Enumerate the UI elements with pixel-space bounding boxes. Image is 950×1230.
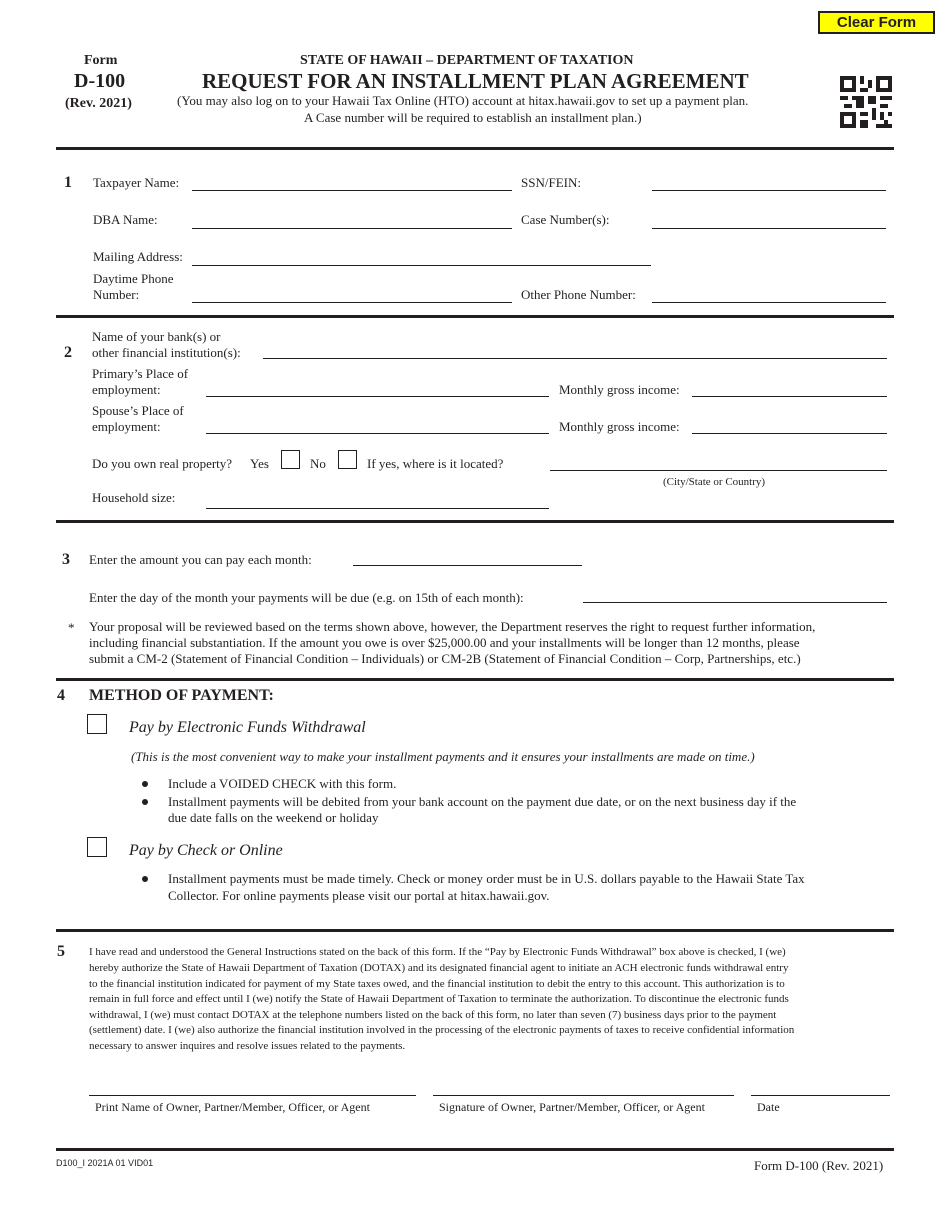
other-phone-field[interactable]	[652, 302, 886, 303]
ssn-fein-field[interactable]	[652, 190, 886, 191]
divider-footer	[56, 1148, 894, 1151]
monthly-amount-field[interactable]	[353, 565, 582, 566]
authorization-line-4: remain in full force and effect until I (we) notify the State of Hawaii Department of Taxation to terminate the authorization. To discontinue the electronic funds	[89, 993, 789, 1005]
other-phone-label: Other Phone Number:	[521, 287, 636, 302]
review-note-line-2: including financial substantiation. If the amount you owe is over $25,000.00 and your installments will be longer than 12 months, please	[89, 635, 800, 650]
authorization-line-7: necessary to answer inquires and resolve issues related to the payments.	[89, 1040, 406, 1052]
authorization-line-3: to the financial institution indicated for payment of my State taxes owed, and the financial institution to debit the entry to this account. This authorization is to	[89, 978, 785, 990]
real-property-yes-checkbox[interactable]	[281, 450, 300, 469]
review-note-line-3: submit a CM-2 (Statement of Financial Condition – Individuals) or CM-2B (Statement of Financial Condition – Corp, Partnerships, etc.)	[89, 651, 801, 666]
primary-income-label: Monthly gross income:	[559, 382, 680, 397]
divider-section-3	[56, 520, 894, 523]
section-3-number: 3	[62, 551, 70, 568]
review-note-line-1: Your proposal will be reviewed based on the terms shown above, however, the Department reserves the right to request further information,	[89, 619, 816, 634]
subtitle-line-2: A Case number will be required to establish an installment plan.)	[304, 110, 642, 125]
section-1-number: 1	[64, 174, 72, 191]
form-revision: (Rev. 2021)	[65, 96, 132, 111]
daytime-phone-label-2: Number:	[93, 287, 140, 302]
property-location-field[interactable]	[550, 470, 887, 471]
divider-top	[56, 147, 894, 150]
ssn-fein-label: SSN/FEIN:	[521, 175, 581, 190]
print-name-label: Print Name of Owner, Partner/Member, Officer, or Agent	[95, 1100, 370, 1114]
real-property-no-checkbox[interactable]	[338, 450, 357, 469]
date-field[interactable]	[751, 1095, 890, 1096]
footer-code: D100_I 2021A 01 VID01	[56, 1158, 154, 1168]
primary-employment-label-1: Primary’s Place of	[92, 366, 189, 381]
form-word: Form	[84, 53, 118, 68]
eft-bullet-2-marker	[142, 799, 148, 805]
dba-name-field[interactable]	[192, 228, 512, 229]
check-bullet-line-2: Collector. For online payments please visit our portal at hitax.hawaii.gov.	[168, 888, 550, 903]
household-size-label: Household size:	[92, 490, 176, 505]
taxpayer-name-label: Taxpayer Name:	[93, 175, 180, 190]
primary-employment-field[interactable]	[206, 396, 549, 397]
due-day-field[interactable]	[583, 602, 887, 603]
bank-field[interactable]	[263, 358, 887, 359]
eft-option-title: Pay by Electronic Funds Withdrawal	[129, 719, 366, 736]
primary-employment-label-2: employment:	[92, 382, 161, 397]
eft-bullet-1-marker	[142, 781, 148, 787]
spouse-income-label: Monthly gross income:	[559, 419, 680, 434]
monthly-amount-label: Enter the amount you can pay each month:	[89, 552, 312, 567]
spouse-employment-label-1: Spouse’s Place of	[92, 403, 184, 418]
print-name-field[interactable]	[89, 1095, 416, 1096]
note-asterisk: *	[68, 620, 75, 635]
authorization-line-5: withdrawal, I (we) must contact DOTAX at the telephone numbers listed on the back of this form, no later than seven (7) business days prior to the payment	[89, 1009, 777, 1021]
department-name: STATE OF HAWAII – DEPARTMENT OF TAXATION	[300, 53, 634, 68]
eft-bullet-2-line-2: due date falls on the weekend or holiday	[168, 810, 379, 825]
check-online-checkbox[interactable]	[87, 837, 107, 857]
check-online-option-title: Pay by Check or Online	[129, 842, 283, 859]
signature-label: Signature of Owner, Partner/Member, Officer, or Agent	[439, 1100, 705, 1114]
primary-income-field[interactable]	[692, 396, 887, 397]
real-property-label: Do you own real property?	[92, 456, 233, 471]
eft-bullet-1: Include a VOIDED CHECK with this form.	[168, 776, 397, 791]
real-property-no-label: No	[310, 456, 326, 471]
real-property-yes-label: Yes	[250, 456, 269, 471]
signature-field[interactable]	[433, 1095, 734, 1096]
eft-note: (This is the most convenient way to make your installment payments and it ensures your installments are made on time.)	[131, 749, 755, 764]
section-2-number: 2	[64, 344, 72, 361]
taxpayer-name-field[interactable]	[192, 190, 512, 191]
case-numbers-field[interactable]	[652, 228, 886, 229]
section-4-number: 4	[57, 687, 65, 704]
case-numbers-label: Case Number(s):	[521, 212, 610, 227]
section-5-number: 5	[57, 943, 65, 960]
bank-label-1: Name of your bank(s) or	[92, 329, 221, 344]
dba-name-label: DBA Name:	[93, 212, 158, 227]
spouse-employment-field[interactable]	[206, 433, 549, 434]
method-of-payment-heading: METHOD OF PAYMENT:	[89, 687, 274, 704]
authorization-line-2: hereby authorize the State of Hawaii Department of Taxation (DOTAX) and its designated financial agent to initiate an ACH electronic funds withdrawal entry	[89, 962, 789, 974]
subtitle-line-1: (You may also log on to your Hawaii Tax Online (HTO) account at hitax.hawaii.gov to set up a payment plan.	[177, 93, 749, 108]
qr-code-icon	[840, 76, 892, 128]
city-state-caption: (City/State or Country)	[663, 476, 766, 488]
daytime-phone-field[interactable]	[192, 302, 512, 303]
authorization-line-6: (settlement) date. I (we) also authorize the financial institution involved in the processing of the electronic payments of taxes to receive confidential information	[89, 1024, 795, 1036]
eft-checkbox[interactable]	[87, 714, 107, 734]
daytime-phone-label-1: Daytime Phone	[93, 271, 174, 286]
spouse-income-field[interactable]	[692, 433, 887, 434]
household-size-field[interactable]	[206, 508, 549, 509]
authorization-line-1: I have read and understood the General Instructions stated on the back of this form. If the “Pay by Electronic Funds Withdrawal” box above is checked, I (we)	[89, 946, 786, 958]
footer-form-revision: Form D-100 (Rev. 2021)	[754, 1158, 884, 1173]
divider-section-4	[56, 678, 894, 681]
property-location-label: If yes, where is it located?	[367, 456, 504, 471]
clear-form-button[interactable]: Clear Form	[818, 11, 935, 34]
check-bullet-line-1: Installment payments must be made timely. Check or money order must be in U.S. dollars payable to the Hawaii State Tax	[168, 871, 805, 886]
divider-section-5	[56, 929, 894, 932]
mailing-address-label: Mailing Address:	[93, 249, 183, 264]
divider-section-2	[56, 315, 894, 318]
spouse-employment-label-2: employment:	[92, 419, 161, 434]
bank-label-2: other financial institution(s):	[92, 345, 241, 360]
date-label: Date	[757, 1100, 780, 1114]
mailing-address-field[interactable]	[192, 265, 651, 266]
due-day-label: Enter the day of the month your payments will be due (e.g. on 15th of each month):	[89, 590, 524, 605]
form-number: D-100	[74, 70, 126, 92]
page-title: REQUEST FOR AN INSTALLMENT PLAN AGREEMENT	[202, 69, 749, 93]
check-bullet-marker	[142, 876, 148, 882]
eft-bullet-2-line-1: Installment payments will be debited from your bank account on the payment due date, or on the next business day if the	[168, 794, 797, 809]
